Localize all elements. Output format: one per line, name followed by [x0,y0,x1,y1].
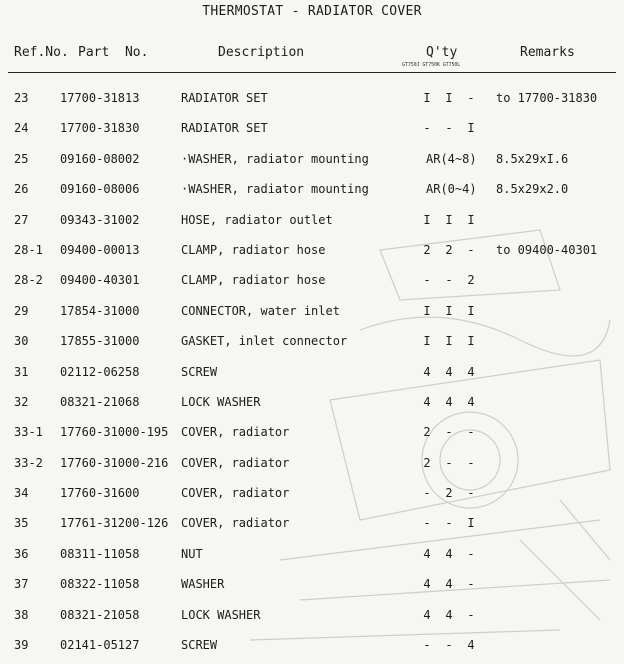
parts-table [0,82,624,659]
description-cell: HOSE, radiator outlet [181,212,333,227]
table-row [0,507,624,537]
description-cell: COVER, radiator [181,425,290,440]
description-cell: COVER, radiator [181,455,290,470]
qty-cell: AR(0~4) [426,182,477,197]
part-no-cell: 09400-40301 [60,273,140,288]
qty-gt750l-cell: - [467,425,475,440]
qty-gt750l-cell: 4 [467,364,475,379]
description-cell: RADIATOR SET [181,91,268,105]
remarks-cell: to 09400-40301 [496,242,598,257]
ref-cell: 27 [14,212,29,227]
qty-gt750l-cell: - [467,546,475,561]
qty-gt750k-cell: 4 [445,546,453,561]
qty-gt750k-cell: - [445,516,453,531]
ref-cell: 28-2 [14,273,43,288]
qty-gt750k-cell: 4 [445,364,453,379]
description-cell: CONNECTOR, water inlet [181,303,340,318]
qty-gt750k-cell: - [445,273,453,288]
part-no-cell: 17855-31000 [60,334,140,349]
header-remarks: Remarks [520,45,575,60]
remarks-cell: to 17700-31830 [496,91,598,105]
ref-cell: 23 [14,91,29,105]
part-no-cell: 17760-31000-216 [60,455,169,470]
qty-gt750l-cell: I [467,212,475,227]
qty-gt750j-cell: 4 [423,394,431,409]
part-no-cell: 09343-31002 [60,212,140,227]
qty-gt750j-cell: 2 [423,425,431,440]
header-part-no: Part No. [78,45,149,60]
qty-gt750j-cell: 4 [423,607,431,622]
table-row [0,204,624,234]
part-no-cell: 02112-06258 [60,364,140,379]
ref-cell: 29 [14,303,29,318]
qty-cell: AR(4~8) [426,151,477,166]
qty-gt750j-cell: - [423,121,431,136]
header-description: Description [218,45,305,60]
ref-cell: 25 [14,151,29,166]
page-title: THERMOSTAT - RADIATOR COVER [202,4,422,19]
description-cell: GASKET, inlet connector [181,334,348,349]
table-row [0,82,624,112]
ref-cell: 31 [14,364,29,379]
part-no-cell: 08321-21058 [60,607,140,622]
header-qty: Q'ty [426,45,458,60]
part-no-cell: 09400-00013 [60,242,140,257]
ref-cell: 32 [14,394,29,409]
table-row [0,143,624,173]
part-no-cell: 17700-31813 [60,91,140,105]
qty-gt750j-cell: - [423,273,431,288]
qty-gt750j-cell: I [423,303,431,318]
qty-gt750k-cell: 2 [445,486,453,501]
part-no-cell: 17761-31200-126 [60,516,169,531]
table-row [0,264,624,294]
description-cell: COVER, radiator [181,516,290,531]
description-cell: CLAMP, radiator hose [181,242,326,257]
header-rule [8,72,616,73]
qty-gt750l-cell: I [467,516,475,531]
description-cell: LOCK WASHER [181,607,261,622]
qty-gt750k-cell: I [445,303,453,318]
description-cell: SCREW [181,364,218,379]
part-no-cell: 17700-31830 [60,121,140,136]
description-cell: WASHER [181,577,225,592]
qty-gt750l-cell: - [467,91,475,105]
qty-gt750l-cell: 2 [467,273,475,288]
qty-gt750l-cell: - [467,486,475,501]
part-no-cell: 17760-31600 [60,486,140,501]
qty-gt750j-cell: 4 [423,364,431,379]
ref-cell: 39 [14,638,29,653]
description-cell: SCREW [181,638,218,653]
part-no-cell: 09160-08002 [60,151,140,166]
table-row [0,477,624,507]
ref-cell: 26 [14,182,29,197]
qty-gt750j-cell: - [423,486,431,501]
part-no-cell: 09160-08006 [60,182,140,197]
ref-cell: 33-1 [14,425,43,440]
part-no-cell: 17854-31000 [60,303,140,318]
qty-gt750j-cell: 4 [423,577,431,592]
table-row [0,356,624,386]
description-cell: RADIATOR SET [181,121,268,136]
qty-gt750l-cell: I [467,334,475,349]
ref-cell: 28-1 [14,242,43,257]
table-row [0,629,624,659]
qty-gt750l-cell: - [467,455,475,470]
table-row [0,234,624,264]
qty-gt750l-cell: - [467,577,475,592]
table-row [0,112,624,142]
qty-gt750k-cell: - [445,455,453,470]
qty-gt750j-cell: 4 [423,546,431,561]
part-no-cell: 08322-11058 [60,577,140,592]
qty-gt750k-cell: - [445,425,453,440]
qty-gt750l-cell: 4 [467,394,475,409]
description-cell: ·WASHER, radiator mounting [181,182,369,197]
table-row [0,325,624,355]
ref-cell: 35 [14,516,29,531]
ref-cell: 34 [14,486,29,501]
header-qty-models: GT750J GT750K GT750L [402,62,461,68]
qty-gt750l-cell: - [467,607,475,622]
table-row [0,416,624,446]
remarks-cell: 8.5x29xI.6 [496,151,569,166]
part-no-cell: 02141-05127 [60,638,140,653]
table-row [0,173,624,203]
qty-gt750k-cell: I [445,91,453,105]
qty-gt750l-cell: 4 [467,638,475,653]
ref-cell: 30 [14,334,29,349]
ref-cell: 24 [14,121,29,136]
description-cell: COVER, radiator [181,486,290,501]
qty-gt750j-cell: 2 [423,242,431,257]
table-row [0,447,624,477]
ref-cell: 38 [14,607,29,622]
qty-gt750k-cell: - [445,638,453,653]
header-ref-no: Ref.No. [14,45,69,60]
ref-cell: 37 [14,577,29,592]
qty-gt750l-cell: I [467,121,475,136]
qty-gt750k-cell: 4 [445,577,453,592]
qty-gt750j-cell: I [423,334,431,349]
qty-gt750j-cell: - [423,516,431,531]
qty-gt750j-cell: - [423,638,431,653]
qty-gt750k-cell: 4 [445,607,453,622]
part-no-cell: 08311-11058 [60,546,140,561]
qty-gt750k-cell: 2 [445,242,453,257]
table-row [0,568,624,598]
ref-cell: 36 [14,546,29,561]
qty-gt750k-cell: 4 [445,394,453,409]
table-row [0,386,624,416]
qty-gt750j-cell: 2 [423,455,431,470]
part-no-cell: 17760-31000-195 [60,425,169,440]
description-cell: LOCK WASHER [181,394,261,409]
qty-gt750j-cell: I [423,91,431,105]
table-row [0,295,624,325]
remarks-cell: 8.5x29x2.0 [496,182,569,197]
qty-gt750l-cell: I [467,303,475,318]
description-cell: ·WASHER, radiator mounting [181,151,369,166]
description-cell: CLAMP, radiator hose [181,273,326,288]
qty-gt750j-cell: I [423,212,431,227]
qty-gt750k-cell: I [445,212,453,227]
qty-gt750k-cell: - [445,121,453,136]
description-cell: NUT [181,546,203,561]
table-row [0,538,624,568]
qty-gt750l-cell: - [467,242,475,257]
table-row [0,599,624,629]
ref-cell: 33-2 [14,455,43,470]
part-no-cell: 08321-21068 [60,394,140,409]
qty-gt750k-cell: I [445,334,453,349]
